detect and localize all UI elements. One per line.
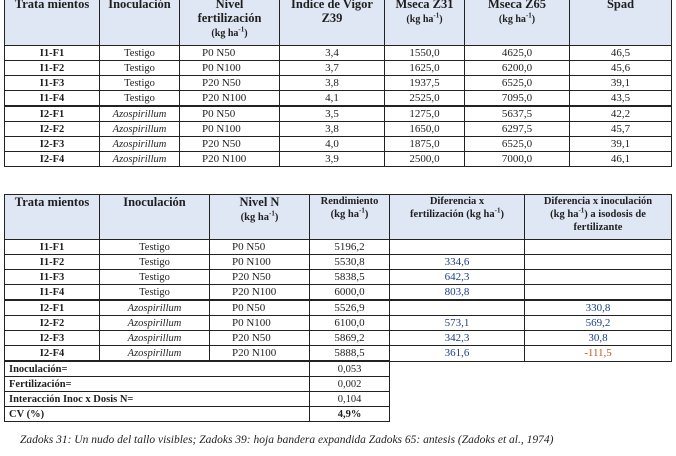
cell-spad: 46,1 — [570, 152, 672, 167]
cell-inoculacion: Testigo — [100, 240, 210, 255]
header-spad: Spad — [570, 0, 672, 46]
cell-rendimiento: 5530,8 — [310, 255, 390, 270]
stat-empty — [390, 392, 672, 407]
table-row — [5, 61, 672, 76]
cell-diferencia-inoculacion — [525, 240, 672, 255]
table-vigor-biomasa — [4, 0, 672, 167]
table-row — [5, 152, 672, 167]
cell-inoculacion: Testigo — [100, 270, 210, 285]
table-header-row — [5, 0, 672, 46]
cell-rendimiento: 5869,2 — [310, 331, 390, 346]
header-z65-label: Mseca Z65 — [488, 0, 546, 11]
table-row — [5, 270, 672, 285]
cell-inoculacion: Testigo — [100, 255, 210, 270]
cell-mseca-z65: 6297,5 — [465, 122, 570, 137]
stat-row — [5, 407, 672, 422]
header-nivel-n — [210, 195, 310, 240]
cell-inoculacion: Testigo — [100, 285, 210, 301]
cell-rendimiento: 6100,0 — [310, 316, 390, 331]
cell-diferencia-fertilizacion: 642,3 — [390, 270, 525, 285]
cell-mseca-z65: 6200,0 — [465, 61, 570, 76]
cell-inoculacion: Azospirillum — [100, 316, 210, 331]
cell-tratamiento: I2-F3 — [5, 331, 100, 346]
header-diferencia-inoculacion — [525, 195, 672, 240]
cell-tratamiento: I1-F4 — [5, 91, 100, 107]
table-header-row — [5, 195, 672, 240]
cell-inoculacion: Azospirillum — [100, 152, 180, 167]
cell-diferencia-fertilizacion — [390, 300, 525, 316]
cell-rendimiento: 5196,2 — [310, 240, 390, 255]
header-dfert-label: Diferencia x — [429, 196, 485, 207]
stat-empty — [390, 377, 672, 392]
stat-value: 4,9% — [310, 407, 390, 422]
header-z65-unit: (kg $ha^{-1}$) — [498, 11, 536, 25]
cell-mseca-z31: 1650,0 — [385, 122, 465, 137]
cell-spad: 39,1 — [570, 76, 672, 91]
cell-indice-vigor: 3,7 — [280, 61, 385, 76]
cell-nivel-n: P0 N100 — [210, 255, 310, 270]
cell-inoculacion: Testigo — [100, 61, 180, 76]
stat-value: 0,053 — [310, 361, 390, 377]
cell-nivel-n: P0 N50 — [210, 240, 310, 255]
cell-mseca-z65: 5637,5 — [465, 106, 570, 122]
header-inoculacion: Inoculación — [100, 0, 180, 46]
cell-rendimiento: 5838,5 — [310, 270, 390, 285]
cell-mseca-z31: 1625,0 — [385, 61, 465, 76]
cell-diferencia-inoculacion: -111,5 — [525, 346, 672, 362]
table-row — [5, 46, 672, 61]
cell-indice-vigor: 3,8 — [280, 76, 385, 91]
cell-mseca-z31: 2525,0 — [385, 91, 465, 107]
stat-empty — [390, 361, 672, 377]
cell-diferencia-inoculacion: 30,8 — [525, 331, 672, 346]
table-row — [5, 316, 672, 331]
header-dfert-unit: fertilización (kg $ha^{-1}$) — [410, 206, 504, 220]
cell-nivel-n: P0 N50 — [210, 300, 310, 316]
header-rend-label: Rendimiento — [320, 196, 379, 207]
table-row — [5, 122, 672, 137]
cell-tratamiento: I2-F3 — [5, 137, 100, 152]
cell-mseca-z31: 1875,0 — [385, 137, 465, 152]
cell-inoculacion: Azospirillum — [100, 300, 210, 316]
cell-nivel: P0 N100 — [180, 122, 280, 137]
cell-indice-vigor: 4,0 — [280, 137, 385, 152]
cell-mseca-z65: 7095,0 — [465, 91, 570, 107]
header-z31-unit: (kg $ha^{-1}$) — [406, 11, 443, 25]
table-rendimiento — [4, 194, 672, 422]
cell-spad: 46,5 — [570, 46, 672, 61]
cell-mseca-z31: 2500,0 — [385, 152, 465, 167]
cell-inoculacion: Testigo — [100, 76, 180, 91]
header-mseca-z31 — [385, 0, 465, 46]
table-row — [5, 285, 672, 301]
cell-tratamiento: I1-F4 — [5, 285, 100, 301]
cell-indice-vigor: 3,8 — [280, 122, 385, 137]
stat-row — [5, 361, 672, 377]
header-inoculacion: Inoculación — [100, 195, 210, 240]
cell-nivel: P0 N100 — [180, 61, 280, 76]
cell-inoculacion: Azospirillum — [100, 122, 180, 137]
cell-inoculacion: Azospirillum — [100, 331, 210, 346]
cell-nivel: P20 N100 — [180, 91, 280, 107]
cell-diferencia-inoculacion — [525, 285, 672, 301]
table-row — [5, 240, 672, 255]
header-nivel-n-unit: (kg $ha^{-1}$) — [240, 209, 279, 223]
cell-nivel-n: P20 N50 — [210, 270, 310, 285]
cell-mseca-z31: 1550,0 — [385, 46, 465, 61]
cell-tratamiento: I1-F3 — [5, 76, 100, 91]
stat-label: Interacción Inoc x Dosis N= — [5, 392, 310, 407]
cell-diferencia-inoculacion — [525, 255, 672, 270]
cell-indice-vigor: 3,5 — [280, 106, 385, 122]
cell-inoculacion: Azospirillum — [100, 106, 180, 122]
cell-nivel: P20 N100 — [180, 152, 280, 167]
table-row — [5, 346, 672, 362]
cell-indice-vigor: 3,9 — [280, 152, 385, 167]
cell-nivel: P20 N50 — [180, 76, 280, 91]
stat-label: Inoculación= — [5, 361, 310, 377]
cell-diferencia-fertilizacion: 573,1 — [390, 316, 525, 331]
cell-rendimiento: 5526,9 — [310, 300, 390, 316]
cell-tratamiento: I1-F3 — [5, 270, 100, 285]
stat-row — [5, 392, 672, 407]
header-nivel-n-label: Nivel N — [239, 195, 280, 209]
cell-tratamiento: I2-F2 — [5, 316, 100, 331]
cell-tratamiento: I1-F2 — [5, 255, 100, 270]
cell-tratamiento: I2-F1 — [5, 300, 100, 316]
cell-spad: 42,2 — [570, 106, 672, 122]
header-mseca-z65 — [465, 0, 570, 46]
header-indice-vigor: Indice de Vigor Z39 — [280, 0, 385, 46]
header-dinoc-label: Diferencia x inoculación — [543, 196, 653, 207]
cell-rendimiento: 5888,5 — [310, 346, 390, 362]
cell-diferencia-inoculacion: 569,2 — [525, 316, 672, 331]
header-rendimiento — [310, 195, 390, 240]
cell-inoculacion: Azospirillum — [100, 137, 180, 152]
cell-mseca-z65: 7000,0 — [465, 152, 570, 167]
table-row — [5, 331, 672, 346]
stat-empty — [390, 407, 672, 422]
cell-spad: 45,6 — [570, 61, 672, 76]
cell-inoculacion: Testigo — [100, 46, 180, 61]
cell-spad: 45,7 — [570, 122, 672, 137]
cell-indice-vigor: 4,1 — [280, 91, 385, 107]
table-row — [5, 300, 672, 316]
stat-label: CV (%) — [5, 407, 310, 422]
table-row — [5, 255, 672, 270]
cell-nivel: P0 N50 — [180, 46, 280, 61]
cell-diferencia-fertilizacion: 342,3 — [390, 331, 525, 346]
cell-nivel-n: P20 N100 — [210, 285, 310, 301]
cell-tratamiento: I2-F2 — [5, 122, 100, 137]
cell-indice-vigor: 3,4 — [280, 46, 385, 61]
cell-inoculacion: Testigo — [100, 91, 180, 107]
cell-tratamiento: I2-F4 — [5, 152, 100, 167]
header-z31-label: Mseca Z31 — [395, 0, 454, 11]
header-diferencia-fertilizacion — [390, 195, 525, 240]
cell-diferencia-fertilizacion: 334,6 — [390, 255, 525, 270]
cell-diferencia-fertilizacion: 361,6 — [390, 346, 525, 362]
header-dinoc-unit: (kg $ha^{-1}$) a isodosis de — [550, 206, 646, 220]
cell-rendimiento: 6000,0 — [310, 285, 390, 301]
cell-diferencia-inoculacion: 330,8 — [525, 300, 672, 316]
cell-nivel: P0 N50 — [180, 106, 280, 122]
cell-mseca-z65: 6525,0 — [465, 76, 570, 91]
table-caption: Zadoks 31: Un nudo del tallo visibles; Zadoks 39: hoja bandera expandida Zadoks 65: antesis (Zadoks et al., 1974) — [20, 434, 554, 446]
header-nivel-unit: (kg $ha^{-1}$) — [211, 25, 248, 39]
stat-row — [5, 377, 672, 392]
table-row — [5, 76, 672, 91]
cell-diferencia-fertilizacion — [390, 240, 525, 255]
cell-nivel-n: P0 N100 — [210, 316, 310, 331]
cell-tratamiento: I1-F2 — [5, 61, 100, 76]
cell-mseca-z31: 1275,0 — [385, 106, 465, 122]
table-row — [5, 137, 672, 152]
cell-tratamiento: I2-F4 — [5, 346, 100, 362]
cell-mseca-z65: 4625,0 — [465, 46, 570, 61]
cell-mseca-z31: 1937,5 — [385, 76, 465, 91]
cell-tratamiento: I2-F1 — [5, 106, 100, 122]
stat-value: 0,002 — [310, 377, 390, 392]
cell-spad: 43,5 — [570, 91, 672, 107]
cell-diferencia-inoculacion — [525, 270, 672, 285]
cell-spad: 39,1 — [570, 137, 672, 152]
header-tratamientos: Trata mientos — [5, 195, 100, 240]
stat-value: 0,104 — [310, 392, 390, 407]
cell-nivel: P20 N50 — [180, 137, 280, 152]
cell-tratamiento: I1-F1 — [5, 240, 100, 255]
cell-nivel-n: P20 N100 — [210, 346, 310, 362]
cell-nivel-n: P20 N50 — [210, 331, 310, 346]
stat-label: Fertilización= — [5, 377, 310, 392]
cell-diferencia-fertilizacion: 803,8 — [390, 285, 525, 301]
header-dinoc-fert: fertilizante — [573, 222, 623, 233]
header-rend-unit: (kg $ha^{-1}$) — [330, 206, 369, 220]
header-nivel-label: Nivel fertilización — [197, 0, 262, 25]
table-row — [5, 106, 672, 122]
cell-inoculacion: Azospirillum — [100, 346, 210, 362]
table-row — [5, 91, 672, 107]
header-tratamientos: Trata mientos — [5, 0, 100, 46]
cell-tratamiento: I1-F1 — [5, 46, 100, 61]
cell-mseca-z65: 6525,0 — [465, 137, 570, 152]
header-nivel-fertilizacion — [180, 0, 280, 46]
